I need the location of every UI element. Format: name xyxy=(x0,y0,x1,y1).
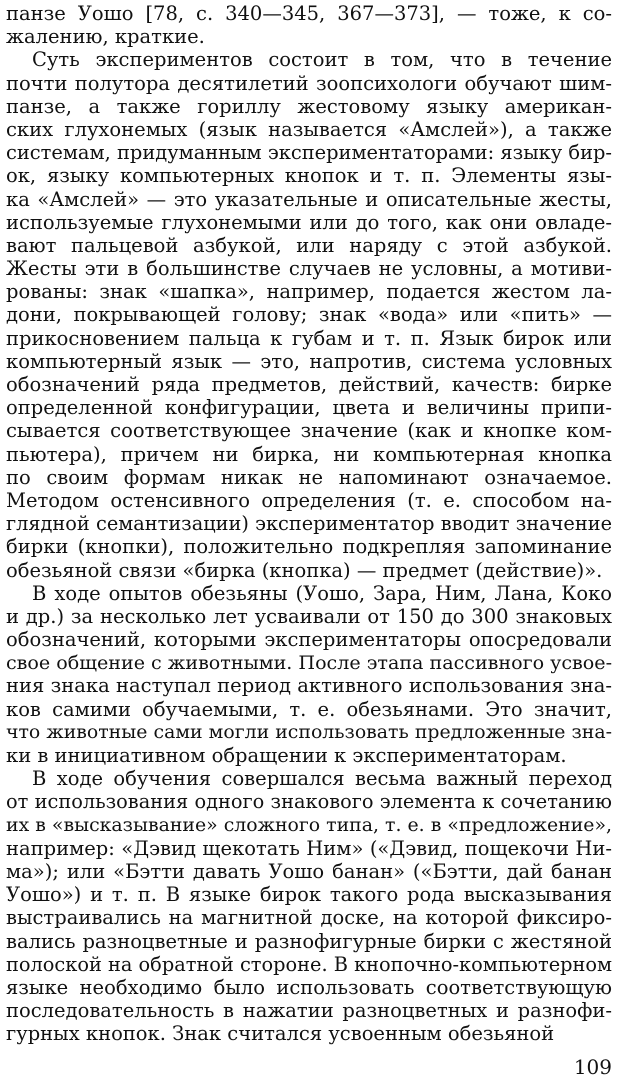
page-number: 109 xyxy=(573,1055,612,1079)
text-line: обезьяной связи «бирка (кнопка) — предмет (действие)». xyxy=(6,558,603,582)
text-line: языке необходимо было использовать соответствующую xyxy=(6,975,612,999)
text-line: Методом остенсивного определения (т. е. способом на- xyxy=(6,488,612,512)
text-line: Уошо») и т. п. В языке бирок такого рода высказывания xyxy=(6,883,612,907)
text-line: свое общение с животными. После этапа пассивного усвое- xyxy=(6,651,613,675)
text-line: ма»); или «Бэтти давать Уошо банан» («Бэтти, дай банан xyxy=(6,859,612,883)
text-line: В ходе обучения совершался весьма важный переход xyxy=(32,767,612,791)
text-line: ния знака наступал период активного использования зна- xyxy=(6,674,612,698)
text-line: глядной семантизации) экспериментатор вводит значение xyxy=(6,512,612,536)
text-line: жалению, краткие. xyxy=(6,25,205,49)
text-line: от использования одного знакового элемента к сочетанию xyxy=(6,790,612,814)
text-line: используемые глухонемыми или до того, как они овладе- xyxy=(6,210,612,234)
text-line: ков самими обучаемыми, т. е. обезьянами. Это значит, xyxy=(6,697,612,721)
page-text xyxy=(6,2,612,1045)
text-line: системам, придуманным экспериментаторами: языку бир- xyxy=(6,141,612,165)
text-line: выстраивались на магнитной доске, на которой фиксиро- xyxy=(6,906,612,930)
text-line: сывается соответствующее значение (как и кнопке ком- xyxy=(6,419,612,443)
text-line: например: «Дэвид щекотать Ним» («Дэвид, пощекочи Ни- xyxy=(6,836,612,860)
text-line: гурных кнопок. Знак считался усвоенным обезьяной xyxy=(6,1022,555,1046)
text-line: прикосновением пальца к губам и т. п. Язык бирок или xyxy=(6,326,612,350)
text-line: что животные сами могли использовать предложенные зна- xyxy=(6,720,612,743)
text-line: последовательность в нажатии разноцветных и разнофи- xyxy=(6,999,612,1023)
text-line: обозначений, которыми экспериментаторы опосредовали xyxy=(6,628,612,652)
text-line: вают пальцевой азбукой, или наряду с этой азбукой. xyxy=(6,233,612,257)
text-line: по своим формам никак не напоминают означаемое. xyxy=(6,465,612,489)
text-line: рованы: знак «шапка», например, подается жестом ла- xyxy=(6,280,612,304)
text-line: В ходе опытов обезьяны (Уошо, Зара, Ним, Лана, Коко xyxy=(32,581,612,605)
text-line: Суть экспериментов состоит в том, что в течение xyxy=(32,48,612,72)
text-line: ки в инициативном обращении к экспериментаторам. xyxy=(6,744,567,767)
text-line: вались разноцветные и разнофигурные бирки с жестяной xyxy=(6,929,612,953)
text-line: дони, покрывающей голову; знак «вода» или «пить» — xyxy=(6,303,612,327)
text-line: ка «Амслей» — это указательные и описательные жесты, xyxy=(6,187,612,211)
text-line: ок, языку компьютерных кнопок и т. п. Элементы язы- xyxy=(6,164,612,188)
text-line: панзе Уошо [78, с. 340—345, 367—373], — тоже, к со- xyxy=(6,2,612,25)
text-line: компьютерный язык — это, напротив, система условных xyxy=(6,349,612,373)
text-line: пьютера), причем ни бирка, ни компьютерная кнопка xyxy=(6,442,612,466)
text-line: определенной конфигурации, цвета и величины припи- xyxy=(6,396,612,420)
text-line: панзе, а также гориллу жестовому языку американ- xyxy=(6,94,612,118)
text-line: их в «высказывание» сложного типа, т. е. в «предложение», xyxy=(6,813,612,836)
text-line: ских глухонемых (язык называется «Амслей»), а также xyxy=(6,117,612,141)
text-line: Жесты эти в большинстве случаев не условны, а мотиви- xyxy=(6,257,612,281)
text-line: бирки (кнопки), положительно подкрепляя запоминание xyxy=(6,535,612,559)
text-line: и др.) за несколько лет усваивали от 150 до 300 знаковых xyxy=(6,604,612,628)
text-line: почти полутора десятилетий зоопсихологи обучают шим- xyxy=(6,71,612,95)
text-line: полоской на обратной стороне. В кнопочно-компьютерном xyxy=(6,952,613,976)
text-line: обозначений ряда предметов, действий, качеств: бирке xyxy=(6,373,612,396)
